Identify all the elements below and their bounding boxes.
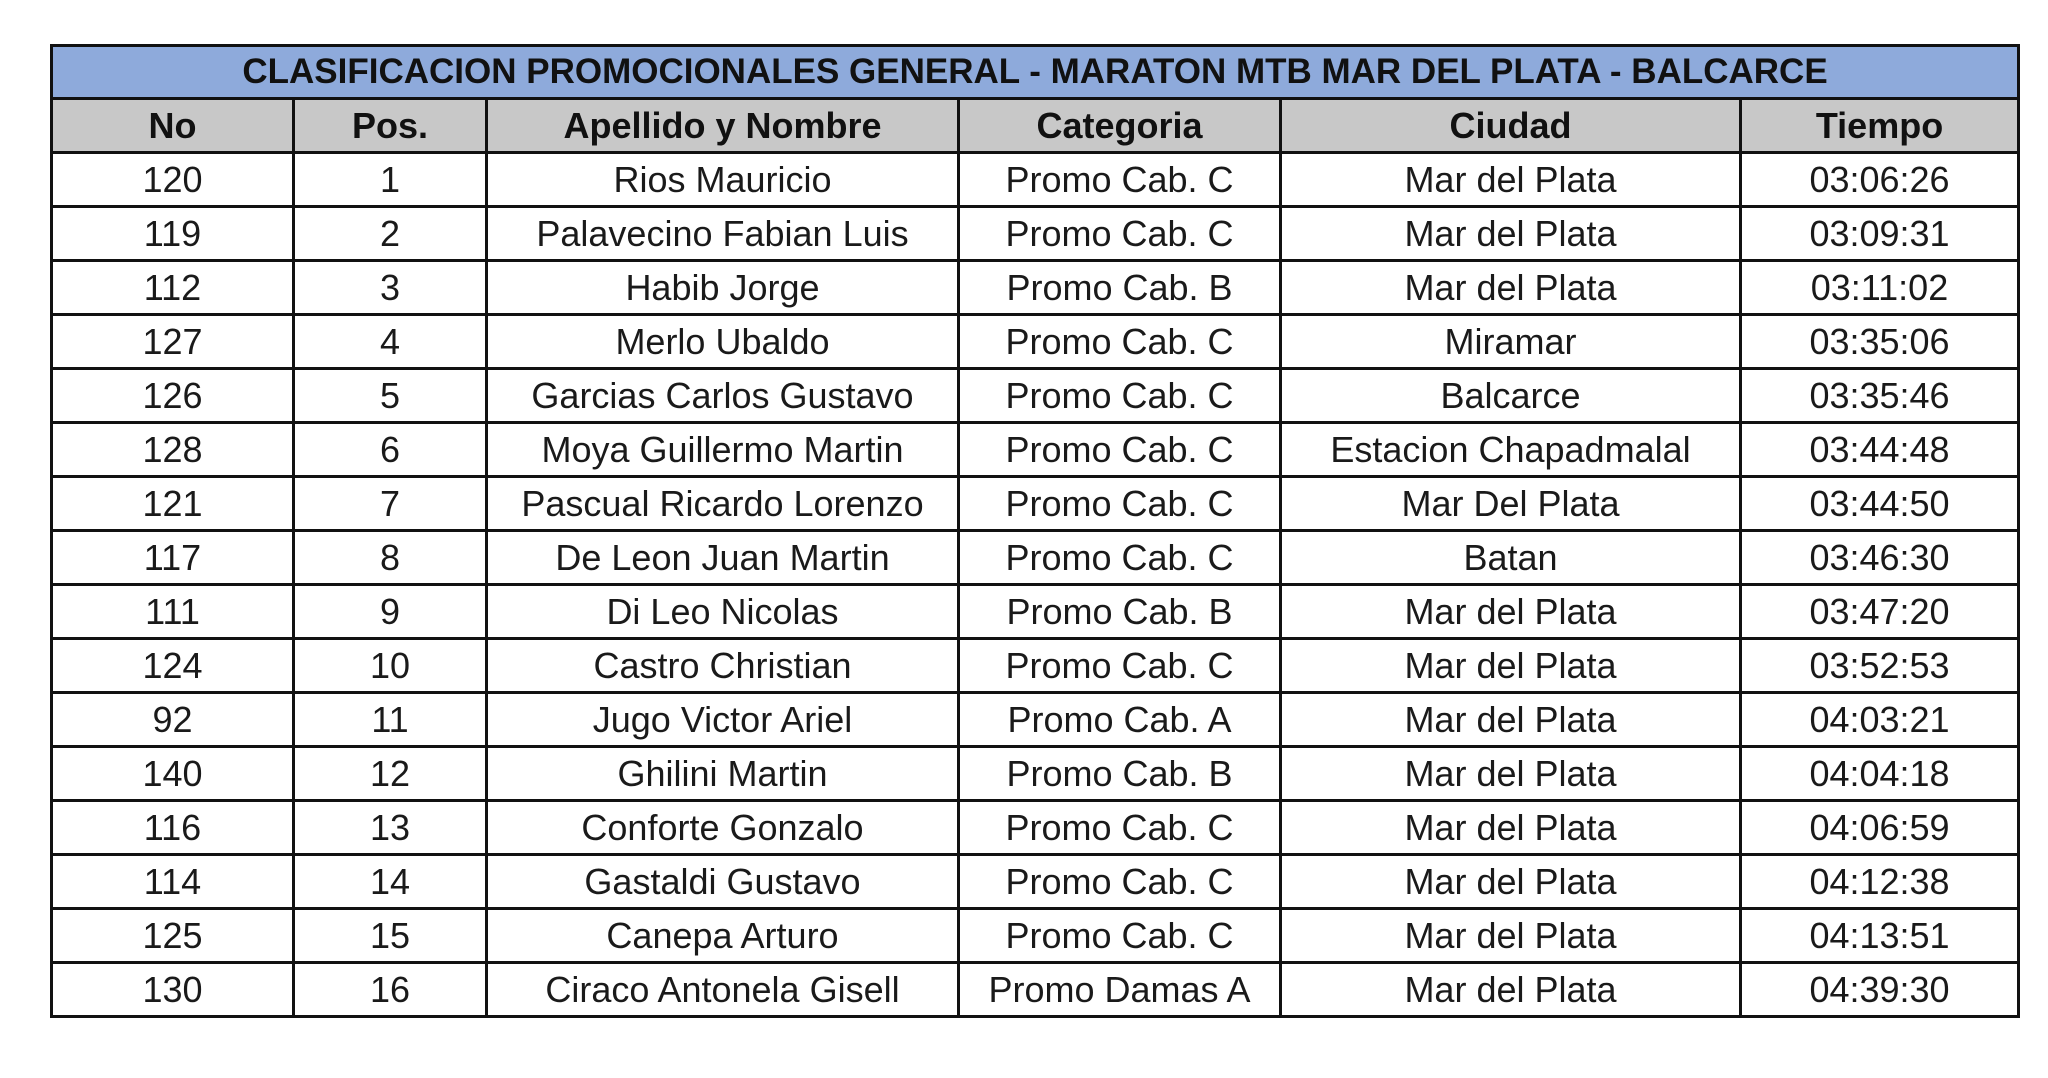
- cell-no: 130: [52, 963, 294, 1017]
- cell-category: Promo Cab. C: [959, 855, 1281, 909]
- cell-city: Mar del Plata: [1281, 963, 1741, 1017]
- table-row: [52, 963, 2019, 1017]
- cell-city: Estacion Chapadmalal: [1281, 423, 1741, 477]
- cell-name: De Leon Juan Martin: [487, 531, 959, 585]
- column-header-name: Apellido y Nombre: [487, 99, 959, 153]
- cell-pos: 16: [294, 963, 487, 1017]
- column-header-city: Ciudad: [1281, 99, 1741, 153]
- table-row: [52, 315, 2019, 369]
- cell-category: Promo Cab. B: [959, 747, 1281, 801]
- table-row: [52, 693, 2019, 747]
- cell-name: Gastaldi Gustavo: [487, 855, 959, 909]
- cell-city: Mar del Plata: [1281, 207, 1741, 261]
- table-row: [52, 423, 2019, 477]
- cell-category: Promo Cab. C: [959, 369, 1281, 423]
- cell-category: Promo Cab. C: [959, 477, 1281, 531]
- cell-time: 03:35:06: [1741, 315, 2019, 369]
- table-row: [52, 369, 2019, 423]
- cell-no: 124: [52, 639, 294, 693]
- results-table: [50, 44, 2020, 1018]
- column-header-category: Categoria: [959, 99, 1281, 153]
- cell-time: 04:13:51: [1741, 909, 2019, 963]
- cell-name: Conforte Gonzalo: [487, 801, 959, 855]
- cell-category: Promo Damas A: [959, 963, 1281, 1017]
- cell-name: Ghilini Martin: [487, 747, 959, 801]
- cell-time: 03:09:31: [1741, 207, 2019, 261]
- cell-time: 04:04:18: [1741, 747, 2019, 801]
- header-row: [52, 99, 2019, 153]
- cell-city: Mar del Plata: [1281, 639, 1741, 693]
- cell-time: 03:46:30: [1741, 531, 2019, 585]
- cell-no: 126: [52, 369, 294, 423]
- column-header-no: No: [52, 99, 294, 153]
- cell-name: Habib Jorge: [487, 261, 959, 315]
- table-row: [52, 207, 2019, 261]
- cell-no: 116: [52, 801, 294, 855]
- table-row: [52, 855, 2019, 909]
- cell-category: Promo Cab. B: [959, 261, 1281, 315]
- cell-name: Moya Guillermo Martin: [487, 423, 959, 477]
- cell-name: Jugo Victor Ariel: [487, 693, 959, 747]
- cell-name: Ciraco Antonela Gisell: [487, 963, 959, 1017]
- cell-pos: 12: [294, 747, 487, 801]
- table-title: CLASIFICACION PROMOCIONALES GENERAL - MARATON MTB MAR DEL PLATA - BALCARCE: [52, 46, 2019, 99]
- cell-time: 04:06:59: [1741, 801, 2019, 855]
- cell-pos: 1: [294, 153, 487, 207]
- cell-pos: 7: [294, 477, 487, 531]
- cell-category: Promo Cab. A: [959, 693, 1281, 747]
- cell-category: Promo Cab. C: [959, 423, 1281, 477]
- cell-city: Balcarce: [1281, 369, 1741, 423]
- results-body: [52, 153, 2019, 1017]
- cell-time: 03:06:26: [1741, 153, 2019, 207]
- cell-no: 114: [52, 855, 294, 909]
- cell-no: 127: [52, 315, 294, 369]
- cell-category: Promo Cab. B: [959, 585, 1281, 639]
- cell-name: Di Leo Nicolas: [487, 585, 959, 639]
- cell-no: 111: [52, 585, 294, 639]
- cell-pos: 3: [294, 261, 487, 315]
- cell-no: 121: [52, 477, 294, 531]
- cell-pos: 5: [294, 369, 487, 423]
- cell-city: Miramar: [1281, 315, 1741, 369]
- cell-city: Mar del Plata: [1281, 747, 1741, 801]
- cell-pos: 2: [294, 207, 487, 261]
- cell-name: Palavecino Fabian Luis: [487, 207, 959, 261]
- cell-name: Rios Mauricio: [487, 153, 959, 207]
- cell-name: Garcias Carlos Gustavo: [487, 369, 959, 423]
- cell-name: Merlo Ubaldo: [487, 315, 959, 369]
- cell-time: 03:52:53: [1741, 639, 2019, 693]
- column-header-time: Tiempo: [1741, 99, 2019, 153]
- cell-pos: 8: [294, 531, 487, 585]
- column-header-pos: Pos.: [294, 99, 487, 153]
- table-row: [52, 477, 2019, 531]
- cell-no: 125: [52, 909, 294, 963]
- cell-category: Promo Cab. C: [959, 207, 1281, 261]
- cell-name: Canepa Arturo: [487, 909, 959, 963]
- cell-time: 04:03:21: [1741, 693, 2019, 747]
- cell-city: Mar del Plata: [1281, 585, 1741, 639]
- cell-city: Mar del Plata: [1281, 855, 1741, 909]
- table-row: [52, 801, 2019, 855]
- cell-time: 03:44:50: [1741, 477, 2019, 531]
- cell-time: 04:39:30: [1741, 963, 2019, 1017]
- cell-time: 03:47:20: [1741, 585, 2019, 639]
- cell-pos: 10: [294, 639, 487, 693]
- cell-city: Mar Del Plata: [1281, 477, 1741, 531]
- cell-no: 112: [52, 261, 294, 315]
- cell-no: 92: [52, 693, 294, 747]
- table-row: [52, 531, 2019, 585]
- cell-city: Mar del Plata: [1281, 261, 1741, 315]
- table-row: [52, 639, 2019, 693]
- cell-no: 128: [52, 423, 294, 477]
- cell-time: 03:44:48: [1741, 423, 2019, 477]
- cell-city: Mar del Plata: [1281, 801, 1741, 855]
- cell-city: Mar del Plata: [1281, 693, 1741, 747]
- cell-pos: 6: [294, 423, 487, 477]
- cell-time: 04:12:38: [1741, 855, 2019, 909]
- cell-pos: 13: [294, 801, 487, 855]
- cell-category: Promo Cab. C: [959, 909, 1281, 963]
- cell-time: 03:35:46: [1741, 369, 2019, 423]
- cell-name: Castro Christian: [487, 639, 959, 693]
- table-row: [52, 261, 2019, 315]
- cell-pos: 9: [294, 585, 487, 639]
- cell-pos: 11: [294, 693, 487, 747]
- cell-no: 120: [52, 153, 294, 207]
- cell-city: Mar del Plata: [1281, 153, 1741, 207]
- cell-category: Promo Cab. C: [959, 801, 1281, 855]
- table-row: [52, 585, 2019, 639]
- cell-category: Promo Cab. C: [959, 315, 1281, 369]
- cell-pos: 14: [294, 855, 487, 909]
- cell-name: Pascual Ricardo Lorenzo: [487, 477, 959, 531]
- cell-no: 140: [52, 747, 294, 801]
- cell-category: Promo Cab. C: [959, 639, 1281, 693]
- table-row: [52, 909, 2019, 963]
- cell-city: Mar del Plata: [1281, 909, 1741, 963]
- cell-no: 117: [52, 531, 294, 585]
- cell-pos: 15: [294, 909, 487, 963]
- cell-category: Promo Cab. C: [959, 531, 1281, 585]
- cell-no: 119: [52, 207, 294, 261]
- table-row: [52, 747, 2019, 801]
- cell-pos: 4: [294, 315, 487, 369]
- cell-time: 03:11:02: [1741, 261, 2019, 315]
- title-row: [52, 46, 2019, 99]
- cell-city: Batan: [1281, 531, 1741, 585]
- table-row: [52, 153, 2019, 207]
- cell-category: Promo Cab. C: [959, 153, 1281, 207]
